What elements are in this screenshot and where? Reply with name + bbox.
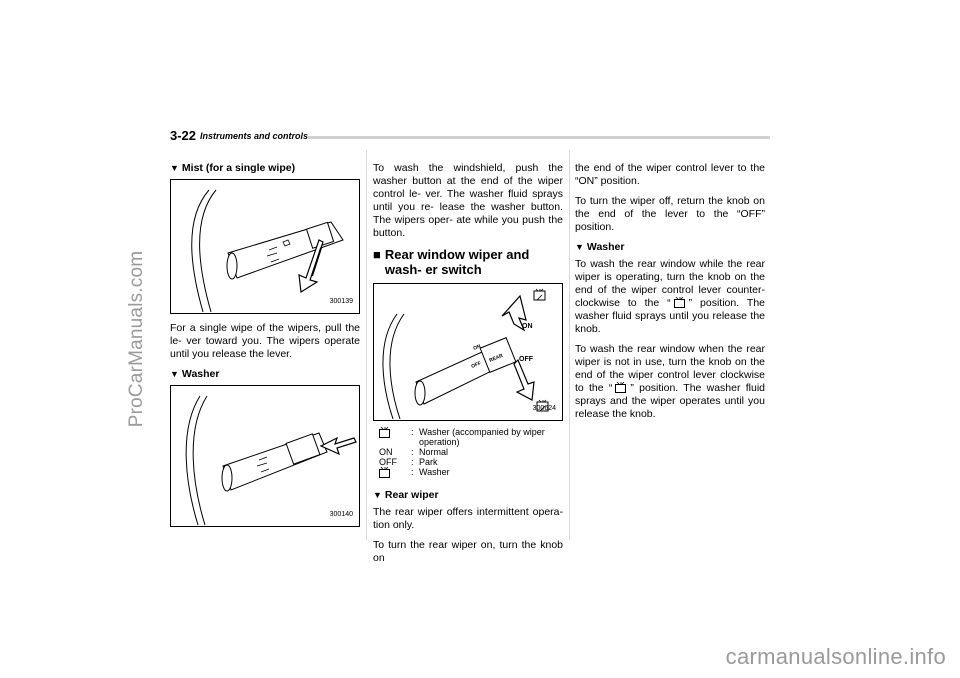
washer-icon [379, 467, 391, 479]
wiper-lever-washer-illustration [171, 386, 359, 526]
figure-rear-wiper [373, 283, 563, 421]
triangle-icon: ▼ [170, 369, 179, 379]
rear-wiper-lever-illustration [374, 284, 562, 420]
legend-row: OFF : Park [379, 457, 438, 467]
windshield-washer-text: To wash the windshield, push the washer button at the end of the wiper control le- ver. The washer fluid sprays until you re- lease the washer button. The wipers oper- ate while you push the button. [373, 162, 563, 239]
figure-washer [170, 385, 360, 527]
label-on: ON [522, 323, 533, 330]
figure-legend [379, 427, 563, 481]
washer-icon [379, 427, 391, 439]
figure-number: 300140 [329, 511, 353, 518]
rear-washer2-text: To wash the rear window when the rear wiper is not in use, turn the knob on the end of the wiper control lever clockwise to the “ ” position. The washer fluid sprays and the wiper operates until you release the knob. [575, 343, 765, 420]
legend-row: ON : Normal [379, 447, 449, 457]
column-divider [366, 150, 367, 540]
label-rear: REAR [488, 352, 504, 364]
triangle-icon: ▼ [575, 242, 584, 252]
figure-number: 300139 [329, 298, 353, 305]
column-divider [569, 150, 570, 540]
column-2 [373, 162, 563, 572]
rear-wiper-section-heading: ■ Rear window wiper and wash- er switch [373, 247, 530, 277]
washer-icon [615, 382, 627, 394]
watermark-bottom: carmanualsonline.info [725, 644, 946, 669]
rear-washer-heading: ▼ Washer [575, 241, 625, 253]
rear-wiper-on-cont: the end of the wiper control lever to the “ON” position. [575, 162, 765, 187]
washer-heading: ▼ Washer [170, 368, 220, 380]
label-off-small: OFF [470, 360, 483, 370]
triangle-icon: ▼ [170, 163, 179, 173]
header-rule [308, 136, 770, 139]
mist-heading: ▼ Mist (for a single wipe) [170, 162, 296, 174]
column-3 [575, 162, 765, 428]
section-title: Instruments and controls [200, 131, 309, 141]
legend-row: : Washer (accompanied by wiper operation) [379, 427, 563, 447]
rear-wiper-off-text: To turn the wiper off, return the knob on the end of the lever to the “OFF” position. [575, 195, 765, 233]
legend-row: : Washer [379, 467, 563, 481]
rear-washer-text: To wash the rear window while the rear wiper is operating, turn the knob on the end of the wiper control lever counter- clockwise to the “ ” position. The washer fluid sprays until you release the knob. [575, 258, 766, 335]
label-off: OFF [519, 356, 533, 363]
figure-mist [170, 179, 360, 314]
page-header [170, 130, 770, 144]
column-1 [170, 162, 360, 527]
mist-text: For a single wipe of the wipers, pull the le- ver toward you. The wipers operate until you release the lever. [170, 322, 360, 360]
triangle-icon: ▼ [373, 490, 382, 500]
square-icon: ■ [373, 247, 381, 262]
rear-wiper-text: The rear wiper offers intermittent opera- tion only. [373, 506, 563, 531]
washer-icon [534, 289, 545, 300]
label-on-small: ON [472, 343, 482, 352]
figure-number: 300624 [532, 405, 556, 412]
washer-icon [674, 297, 686, 309]
rear-wiper-on-text: To turn the rear wiper on, turn the knob on [373, 539, 563, 564]
watermark-side: ProCarManuals.com [126, 250, 147, 428]
wiper-lever-illustration [171, 180, 359, 313]
rear-wiper-heading: ▼ Rear wiper [373, 489, 439, 501]
page-number: 3-22 [170, 128, 197, 143]
